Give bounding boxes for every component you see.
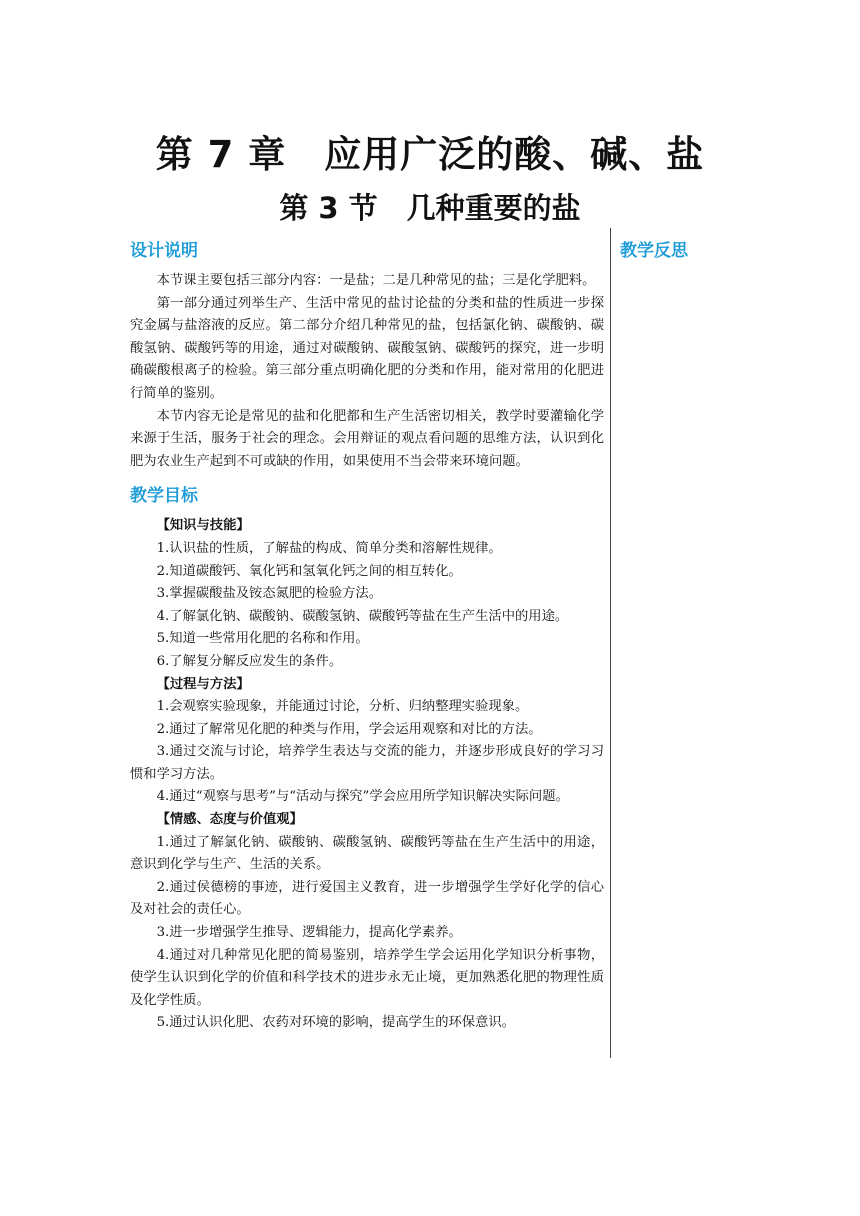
knowledge-item: 6.了解复分解反应发生的条件。 [156, 653, 343, 669]
chapter-title: 第 7 章 应用广泛的酸、碱、盐 [155, 133, 705, 176]
section-title: 第 3 节 几种重要的盐 [279, 191, 581, 225]
goals-heading: 教学目标 [130, 486, 198, 507]
emotion-item: 4.通过对几种常见化肥的简易鉴别，培养学生学会运用化学知识分析事物，使学生认识到化学的价值和科学技术的进步永无止境，更加熟悉化肥的物理性质及化学性质。 [130, 947, 604, 1008]
emotion-subheading: 【情感、态度与价值观】 [156, 812, 303, 828]
reflection-heading: 教学反思 [620, 241, 688, 261]
column-divider [610, 228, 611, 1058]
knowledge-item: 3.掌握碳酸盐及铵态氮肥的检验方法。 [156, 586, 383, 602]
design-heading: 设计说明 [130, 241, 198, 261]
emotion-item: 1.通过了解氯化钠、碳酸钠、碳酸氢钠、碳酸钙等盐在生产生活中的用途，意识到化学与生产、生活的关系。 [130, 834, 604, 873]
process-item: 2.通过了解常见化肥的种类与作用，学会运用观察和对比的方法。 [156, 721, 542, 737]
emotion-item: 5.通过认识化肥、农药对环境的影响，提高学生的环保意识。 [156, 1015, 515, 1031]
knowledge-item: 2.知道碳酸钙、氧化钙和氢氧化钙之间的相互转化。 [156, 563, 462, 579]
process-item: 4.通过“观察与思考”与“活动与探究”学会应用所学知识解决实际问题。 [156, 789, 569, 805]
knowledge-subheading: 【知识与技能】 [156, 518, 250, 534]
main-column [130, 232, 604, 1035]
design-paragraph: 本节内容无论是常见的盐和化肥都和生产生活密切相关，教学时要灌输化学来源于生活，服务于社会的理念。会用辩证的观点看问题的思维方法，认识到化肥为农业生产起到不可或缺的作用，如果使用不当会带来环境问题。 [130, 408, 604, 469]
knowledge-item: 4.了解氯化钠、碳酸钠、碳酸氢钠、碳酸钙等盐在生产生活中的用途。 [156, 608, 569, 624]
design-paragraph: 第一部分通过列举生产、生活中常见的盐讨论盐的分类和盐的性质进一步探究金属与盐溶液的反应。第二部分介绍几种常见的盐，包括氯化钠、碳酸钠、碳酸氢钠、碳酸钙等的用途，通过对碳酸钠、碳酸氢钠、碳酸钙的探究，进一步明确碳酸根离子的检验。第三部分重点明确化肥的分类和作用，能对常用的化肥进行简单的鉴别。 [130, 295, 604, 401]
process-item: 1.会观察实验现象，并能通过讨论，分析、归纳整理实验现象。 [156, 699, 529, 715]
emotion-item: 2.通过侯德榜的事迹，进行爱国主义教育，进一步增强学生学好化学的信心及对社会的责任心。 [130, 879, 604, 918]
knowledge-item: 1.认识盐的性质，了解盐的构成、简单分类和溶解性规律。 [156, 540, 502, 556]
design-paragraph: 本节课主要包括三部分内容：一是盐；二是几种常见的盐；三是化学肥料。 [156, 273, 596, 288]
knowledge-item: 5.知道一些常用化肥的名称和作用。 [156, 631, 369, 647]
process-item: 3.通过交流与讨论，培养学生表达与交流的能力，并逐步形成良好的学习习惯和学习方法。 [130, 744, 604, 782]
emotion-item: 3.进一步增强学生推导、逻辑能力，提高化学素养。 [156, 925, 462, 941]
process-subheading: 【过程与方法】 [156, 676, 250, 692]
